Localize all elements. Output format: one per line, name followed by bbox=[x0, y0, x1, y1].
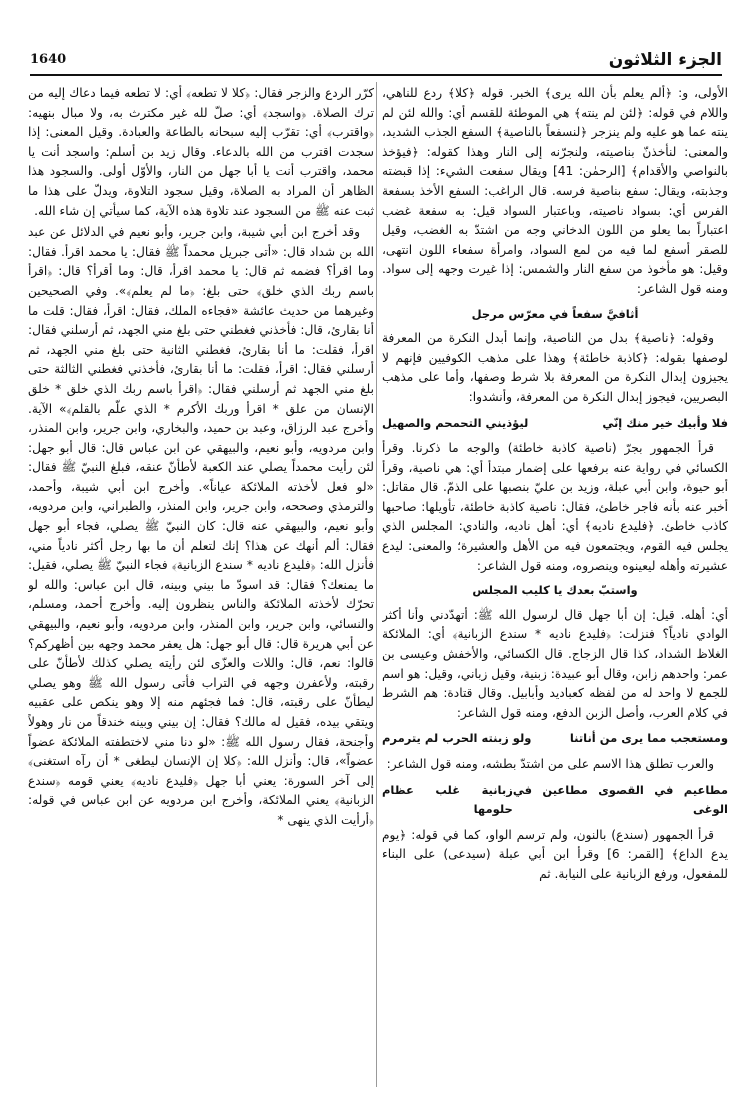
verse-first-hemistich: ومستعجب مما يرى من أناتنا bbox=[569, 731, 728, 746]
paragraph: والعرب تطلق هذا الاسم على من اشتدّ بطشه، ومنه قول الشاعر: bbox=[386, 757, 714, 771]
right-column bbox=[382, 84, 728, 1094]
verse-first-hemistich: فلا وأبيك خير منك إنّي bbox=[602, 415, 728, 430]
paragraph: قرأ الجمهور (سندع) بالنون، ولم ترسم الواو، كما في قوله: ﴿يوم يدع الداع﴾ [القمر: 6] وقرأ ابن أبي عبلة (سيدعى) على البناء للمفعول، ورفع الزبانية على النيابة. ثم bbox=[382, 827, 728, 881]
page-header bbox=[30, 48, 722, 76]
poetry-couplet bbox=[382, 729, 728, 749]
poetry-verse: واستبّ بعدك يا كليب المجلس bbox=[472, 583, 638, 598]
verse-first-hemistich: مطاعيم في القصوى مطاعين في الوغى bbox=[512, 782, 728, 817]
poetry-couplet bbox=[382, 414, 728, 434]
poetry-couplet bbox=[382, 781, 728, 820]
page-number: 1640 bbox=[30, 52, 67, 67]
poetry-verse: أثافيَّ سفعاً في معرّس مرجل bbox=[471, 306, 639, 321]
paragraph: وقد أخرج ابن أبي شيبة، وابن جرير، وأبو نعيم في الدلائل عن عبد الله بن شداد قال: «أتى جبريل محمداً ﷺ فقال: يا محمد اقرأ. فقال: وما اقرأ؟ فضمه ثم قال: يا محمد اقرأ، قال: وما أقرأ؟ قال: ﴿اقرأ باسم ربك الذي خلق﴾ حتى بلغ: ﴿ما لم يعلم﴾». وفي الصحيحين وغيرهما من حديث عائشة «فجاءه الملك، فقال: اقرأ، فقال: قلت ما أنا بقارئ، قال: فأخذني فغطني حتى بلغ مني الجهد، ثم أرسلني فقال: اقرأ، فقلت: ما أنا بقارئ، فغطني الثانية حتى بلغ مني الجهد، ثم أرسلني فقال: اقرأ، فقلت: ما أنا بقارئ، فأخذني فغطني الثالثة حتى بلغ مني الجهد ثم أرسلني فقال: ﴿اقرأ باسم ربك الذي خلق * خلق الإنسان من علق * اقرأ وربك الأكرم * الذي علّم بالقلم﴾» الآية. وأخرج عبد الرزاق، وعبد بن حميد، والبخاري، وابن جرير، وابن المنذر، وابن مردويه، وأبو نعيم، والبيهقي عن ابن عباس قال: قال أبو جهل: لئن رأيت محمداً يصلي عند الكعبة لأطأنّ عنقه، فبلغ النبيّ ﷺ فقال: «لو فعل لأخذته الملائكة عياناً». وأخرج ابن أبي شيبة، وأحمد، والترمذي وصححه، وابن جرير، وابن المنذر، والطبراني، وابن مردويه، وأبو نعيم، والبيهقي عنه قال: كان النبيّ ﷺ يصلي، فجاء أبو جهل فقال: ألم أنهك عن هذا؟ إنك لتعلم أن ما بها رجل أكثر نادياً مني، فأنزل الله: ﴿فليدع ناديه * سندع الزبانية﴾ فجاء النبيّ ﷺ يصلي، فقيل: ما يمنعك؟ فقال: قد اسودّ ما بيني وبينه، قال ابن عباس: والله لو تحرّك لأخذته الملائكة والناس ينظرون إليه. وأخرج أحمد، ومسلم، والنسائي، وابن جرير، وابن المنذر، وابن مردويه، وأبو نعيم، والبيهقي عن أبي هريرة قال: قال أبو جهل: هل يعفر محمد وجهه بين أظهركم؟ قالوا: نعم، قال: واللات والعزّى لئن رأيته يصلي كذلك لأطأنّ على رقبته، ولأعفرن وجهه في التراب فأتى رسول الله ﷺ وهو يصلي ليطأنّ على رقبته، قال: فما فجئهم منه إلا وهو ينكص على عقبيه ويتقي بيده، فقيل له مالك؟ فقال: إن بيني وبينه خندقاً من نار وهولاً وأجنحة، فقال رسول الله ﷺ: «لو دنا مني لاختطفته الملائكة عضواً عضواً»، قال: وأنزل الله: ﴿كلا إن الإنسان ليطغى * أن رآه استغنى﴾ إلى آخر السورة: يعني أبا جهل ﴿فليدع ناديه﴾ يعني قومه ﴿سندع الزبانية﴾ يعني الملائكة، وأخرج ابن مردويه عن ابن عباس في قوله: ﴿أرأيت الذي ينهى * bbox=[28, 225, 374, 827]
verse-second-hemistich: ولو زبنته الحرب لم يترمرم bbox=[382, 731, 532, 746]
left-column bbox=[28, 84, 374, 1094]
paragraph: قرأ الجمهور بجرّ (ناصية كاذبة خاطئة) والوجه ما ذكرنا. وقرأ الكسائي في رواية عنه برفعها على إضمار مبتدأ أي: هي ناصية، وقرأ أبو حيوة، وابن أبي عبلة، وزيد بن عليّ بنصبها على الذمّ. قال مقاتل: أخبر عنه بأنه فاجر خاطئ، فقال: ناصية كاذبة خاطئة، تأويلها: صاحبها كاذب خاطئ. ﴿فليدع ناديه﴾ أي: أهل ناديه، والنادي: المجلس الذي يجلس فيه القوم، ويجتمعون فيه من الأهل والعشيرة؛ والمعنى: ليدع عشيرته وأهله ليعينوه وينصروه، ومنه قول الشاعر: bbox=[382, 441, 728, 573]
column-divider bbox=[376, 82, 377, 1087]
paragraph: أي: أهله. قيل: إن أبا جهل قال لرسول الله ﷺ: أتهدّدني وأنا أكثر الوادي نادياً؟ فنزلت: ﴿فليدع ناديه * سندع الزبانية﴾ أي: الملائكة الغلاظ الشداد، كذا قال الزجاج. قال الكسائي، والأخفش وعيسى بن عمر: واحدهم زابن، وقال أبو عبيدة: زبنية، وقيل زباني، وقيل: هو اسم للجمع لا واحد له من لفظه كعباديد وأبابيل. وقال قتادة: هم الشرط في كلام العرب، وأصل الزبن الدفع، ومنه قول الشاعر: bbox=[382, 607, 728, 720]
running-title: الجزء الثلاثون bbox=[608, 50, 722, 70]
paragraph: الأولى، و: ﴿ألم يعلم بأن الله يرى﴾ الخبر. قوله ﴿كلا﴾ ردع للناهي، واللام في قوله: ﴿لئن لم ينته﴾ هي الموطئة للقسم أي: والله لئن لم ينته عما هو عليه ولم ينزجر ﴿لنسفعاً بالناصية﴾ السفع الجذب الشديد، والمعنى: لنأخذنّ بناصيته، ولنجرّنه إلى النار وهذا كقوله: ﴿فيؤخذ بالنواصي والأقدام﴾ [الرحمٰن: 41] ويقال سفعت الشيء: إذا قبضته وجذبته، ويقال: سفع بناصية فرسه. قال الراغب: السفع الأخذ بسفعة الفرس أي: بسواد ناصيته، وباعتبار السواد قيل: به سفعة غضب اعتباراً بما يعلو من اللون الدخاني وجه من اشتدّ به الغضب، وقيل للصقر أسفع لما فيه من لمع السواد، وامرأة سفعاء اللون انتهى، وقيل: هو مأخوذ من سفع النار والشمس: إذا غيرت وجهه إلى سواد. ومنه قول الشاعر: bbox=[382, 86, 728, 296]
paragraph: كرّر الردع والزجر فقال: ﴿كلا لا تطعه﴾ أي: لا تطعه فيما دعاك إليه من ترك الصلاة. ﴿واسجد﴾ أي: صلّ لله غير مكترث به، ولا مبال بنهيه: ﴿واقترب﴾ أي: تقرّب إليه سبحانه بالطاعة والعبادة. وقيل المعنى: إذا سجدت اقترب من الله بالدعاء. وقال زيد بن أسلم: واسجد أنت يا محمد، واقترب أنت يا أبا جهل من النار، والأوّل أولى. والسجود هذا الظاهر أن المراد به الصلاة، وقيل سجود التلاوة، ويدلّ على هذا ما ثبت عنه ﷺ من السجود عند تلاوة هذه الآية، كما سيأتي إن شاء الله. bbox=[28, 86, 374, 218]
paragraph: وقوله: ﴿ناصية﴾ بدل من الناصية، وإنما أبدل النكرة من المعرفة لوصفها بقوله: ﴿كاذبة خاطئة﴾ وهذا على مذهب الكوفيين فإنهم لا يجيزون إبدال النكرة من المعرفة بلا شرط وصفها، وأما على مذهب البصريين، فيجوز إبدال النكرة من المعرفة، وأنشدوا: bbox=[382, 331, 728, 404]
verse-second-hemistich: زبانية غلب عظام حلومها bbox=[382, 782, 513, 817]
verse-second-hemistich: ليؤذيني التحمحم والصهيل bbox=[382, 415, 529, 430]
